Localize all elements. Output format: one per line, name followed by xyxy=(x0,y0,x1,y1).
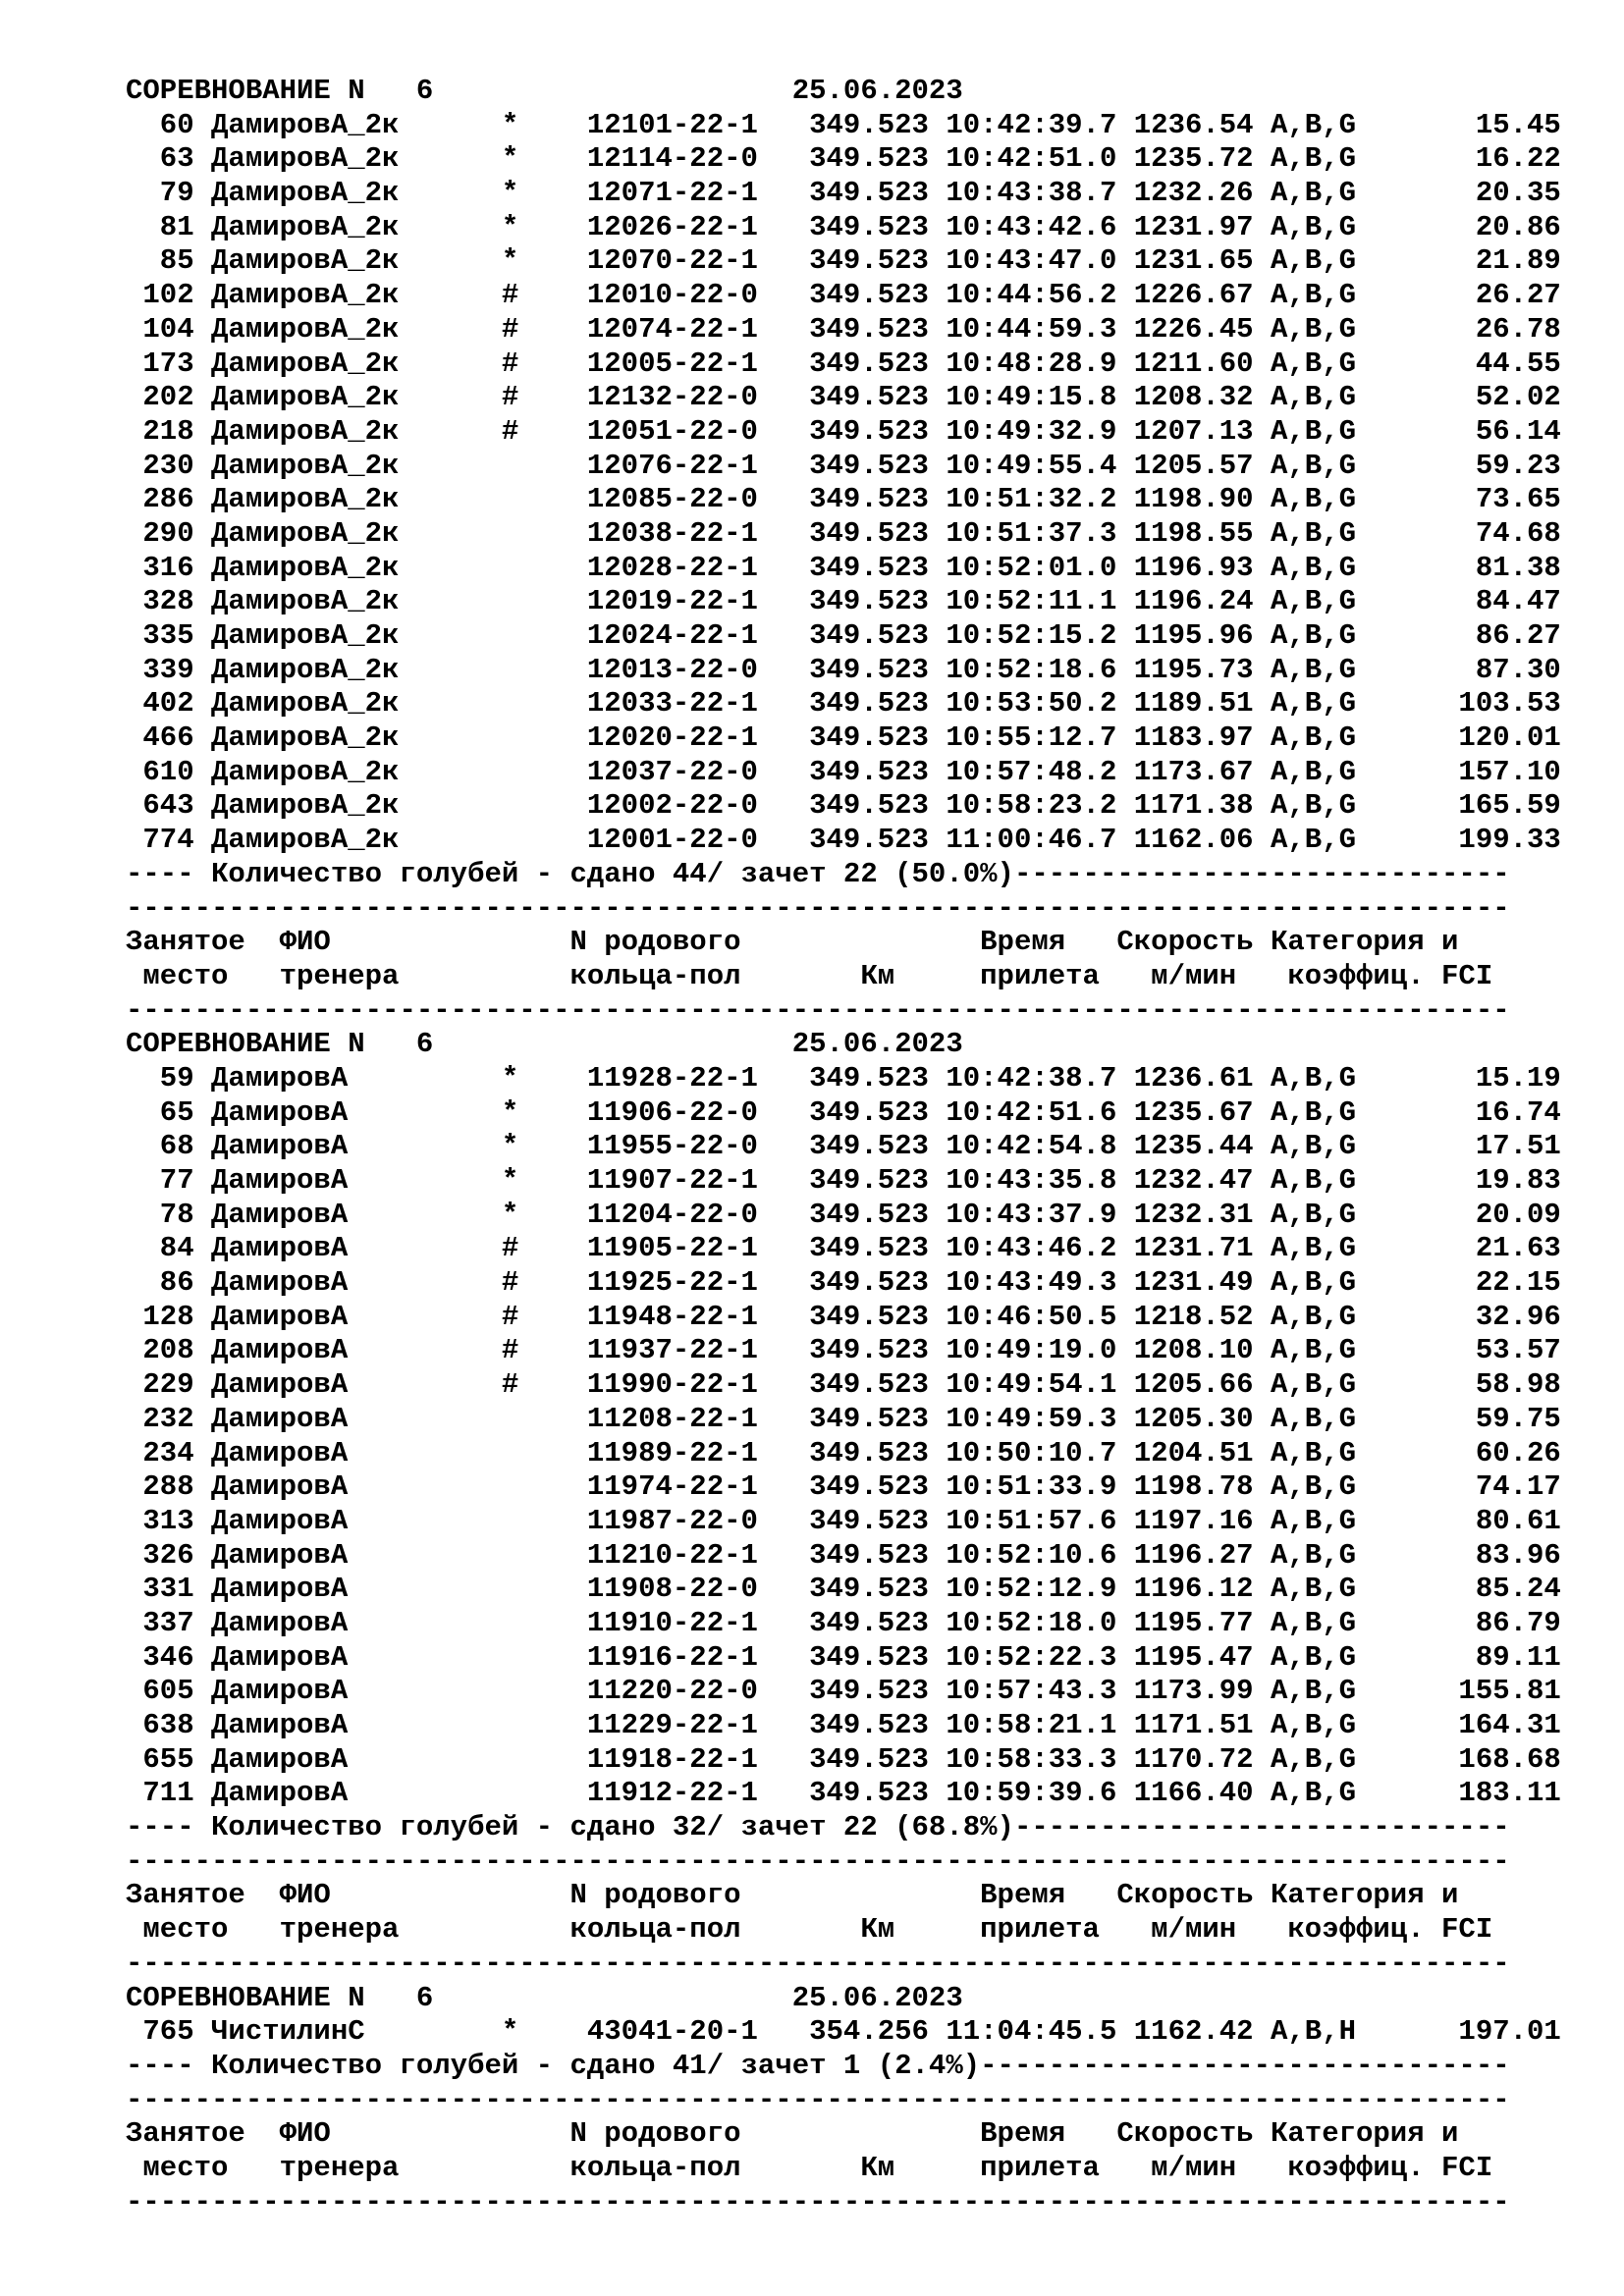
result-row: 229 ДамировА # 11990-22-1 349.523 10:49:54.1 1205.66 A,B,G 58.98 xyxy=(126,1368,1561,1402)
result-row: 610 ДамировА_2к 12037-22-0 349.523 10:57:48.2 1173.67 A,B,G 157.10 xyxy=(126,755,1561,788)
result-row: 234 ДамировА 11989-22-1 349.523 10:50:10.7 1204.51 A,B,G 60.26 xyxy=(126,1436,1561,1469)
result-row: 316 ДамировА_2к 12028-22-1 349.523 10:52:01.0 1196.93 A,B,G 81.38 xyxy=(126,551,1561,584)
summary-line: ---- Количество голубей - сдано 44/ зачет 22 (50.0%)----------------------------- xyxy=(126,857,1510,890)
column-header: Занятое ФИО N родового Время Скорость Категория и xyxy=(126,2117,1459,2151)
result-row: 79 ДамировА_2к * 12071-22-1 349.523 10:43:38.7 1232.26 A,B,G 20.35 xyxy=(126,177,1561,210)
result-row: 65 ДамировА * 11906-22-0 349.523 10:42:51.6 1235.67 A,B,G 16.74 xyxy=(126,1095,1561,1129)
summary-line: ---- Количество голубей - сдано 32/ зачет 22 (68.8%)----------------------------- xyxy=(126,1811,1510,1844)
separator-line: --------------------------------------------------------------------------------- xyxy=(126,2185,1510,2218)
result-row: 78 ДамировА * 11204-22-0 349.523 10:43:37.9 1232.31 A,B,G 20.09 xyxy=(126,1198,1561,1231)
separator-line: --------------------------------------------------------------------------------- xyxy=(126,1947,1510,1980)
result-row: 173 ДамировА_2к # 12005-22-1 349.523 10:48:28.9 1211.60 A,B,G 44.55 xyxy=(126,347,1561,380)
result-row: 286 ДамировА_2к 12085-22-0 349.523 10:51:32.2 1198.90 A,B,G 73.65 xyxy=(126,483,1561,516)
result-row: 81 ДамировА_2к * 12026-22-1 349.523 10:43:42.6 1231.97 A,B,G 20.86 xyxy=(126,210,1561,243)
result-row: 232 ДамировА 11208-22-1 349.523 10:49:59.3 1205.30 A,B,G 59.75 xyxy=(126,1402,1561,1435)
result-row: 208 ДамировА # 11937-22-1 349.523 10:49:19.0 1208.10 A,B,G 53.57 xyxy=(126,1334,1561,1367)
column-header: место тренера кольца-пол Км прилета м/мин коэффиц. FCI xyxy=(126,2151,1493,2184)
result-row: 774 ДамировА_2к 12001-22-0 349.523 11:00:46.7 1162.06 A,B,G 199.33 xyxy=(126,824,1561,857)
result-row: 313 ДамировА 11987-22-0 349.523 10:51:57.6 1197.16 A,B,G 80.61 xyxy=(126,1504,1561,1537)
result-row: 59 ДамировА * 11928-22-1 349.523 10:42:38.7 1236.61 A,B,G 15.19 xyxy=(126,1061,1561,1095)
result-row: 765 ЧистилинС * 43041-20-1 354.256 11:04:45.5 1162.42 A,B,H 197.01 xyxy=(126,2015,1561,2049)
separator-line: --------------------------------------------------------------------------------- xyxy=(126,1844,1510,1878)
result-row: 335 ДамировА_2к 12024-22-1 349.523 10:52:15.2 1195.96 A,B,G 86.27 xyxy=(126,619,1561,652)
column-header: Занятое ФИО N родового Время Скорость Категория и xyxy=(126,926,1459,959)
result-row: 230 ДамировА_2к 12076-22-1 349.523 10:49:55.4 1205.57 A,B,G 59.23 xyxy=(126,449,1561,482)
result-row: 84 ДамировА # 11905-22-1 349.523 10:43:46.2 1231.71 A,B,G 21.63 xyxy=(126,1232,1561,1265)
result-row: 68 ДамировА * 11955-22-0 349.523 10:42:54.8 1235.44 A,B,G 17.51 xyxy=(126,1130,1561,1163)
column-header: Занятое ФИО N родового Время Скорость Категория и xyxy=(126,1879,1459,1912)
result-row: 60 ДамировА_2к * 12101-22-1 349.523 10:42:39.7 1236.54 A,B,G 15.45 xyxy=(126,108,1561,141)
result-row: 328 ДамировА_2к 12019-22-1 349.523 10:52:11.1 1196.24 A,B,G 84.47 xyxy=(126,585,1561,618)
result-row: 346 ДамировА 11916-22-1 349.523 10:52:22.3 1195.47 A,B,G 89.11 xyxy=(126,1640,1561,1674)
result-row: 102 ДамировА_2к # 12010-22-0 349.523 10:44:56.2 1226.67 A,B,G 26.27 xyxy=(126,279,1561,312)
separator-line: --------------------------------------------------------------------------------- xyxy=(126,891,1510,925)
result-row: 77 ДамировА * 11907-22-1 349.523 10:43:35.8 1232.47 A,B,G 19.83 xyxy=(126,1164,1561,1197)
result-row: 104 ДамировА_2к # 12074-22-1 349.523 10:44:59.3 1226.45 A,B,G 26.78 xyxy=(126,312,1561,346)
result-row: 85 ДамировА_2к * 12070-22-1 349.523 10:43:47.0 1231.65 A,B,G 21.89 xyxy=(126,244,1561,278)
competition-header: СОРЕВНОВАНИЕ N 6 25.06.2023 xyxy=(126,75,963,107)
result-row: 63 ДамировА_2к * 12114-22-0 349.523 10:42:51.0 1235.72 A,B,G 16.22 xyxy=(126,142,1561,176)
result-row: 638 ДамировА 11229-22-1 349.523 10:58:21.1 1171.51 A,B,G 164.31 xyxy=(126,1709,1561,1741)
separator-line: --------------------------------------------------------------------------------- xyxy=(126,993,1510,1027)
result-row: 402 ДамировА_2к 12033-22-1 349.523 10:53:50.2 1189.51 A,B,G 103.53 xyxy=(126,687,1561,721)
result-row: 86 ДамировА # 11925-22-1 349.523 10:43:49.3 1231.49 A,B,G 22.15 xyxy=(126,1266,1561,1300)
result-row: 655 ДамировА 11918-22-1 349.523 10:58:33.3 1170.72 A,B,G 168.68 xyxy=(126,1742,1561,1776)
column-header: место тренера кольца-пол Км прилета м/мин коэффиц. FCI xyxy=(126,959,1493,992)
result-row: 337 ДамировА 11910-22-1 349.523 10:52:18.0 1195.77 A,B,G 86.79 xyxy=(126,1606,1561,1639)
result-row: 202 ДамировА_2к # 12132-22-0 349.523 10:49:15.8 1208.32 A,B,G 52.02 xyxy=(126,381,1561,414)
separator-line: --------------------------------------------------------------------------------- xyxy=(126,2083,1510,2116)
competition-header: СОРЕВНОВАНИЕ N 6 25.06.2023 xyxy=(126,1028,963,1061)
result-row: 711 ДамировА 11912-22-1 349.523 10:59:39.6 1166.40 A,B,G 183.11 xyxy=(126,1777,1561,1810)
result-row: 339 ДамировА_2к 12013-22-0 349.523 10:52:18.6 1195.73 A,B,G 87.30 xyxy=(126,653,1561,686)
result-row: 290 ДамировА_2к 12038-22-1 349.523 10:51:37.3 1198.55 A,B,G 74.68 xyxy=(126,516,1561,550)
result-row: 466 ДамировА_2к 12020-22-1 349.523 10:55:12.7 1183.97 A,B,G 120.01 xyxy=(126,721,1561,755)
column-header: место тренера кольца-пол Км прилета м/мин коэффиц. FCI xyxy=(126,1913,1493,1947)
summary-line: ---- Количество голубей - сдано 41/ зачет 1 (2.4%)------------------------------- xyxy=(126,2049,1510,2082)
result-row: 605 ДамировА 11220-22-0 349.523 10:57:43.3 1173.99 A,B,G 155.81 xyxy=(126,1675,1561,1708)
result-row: 326 ДамировА 11210-22-1 349.523 10:52:10.6 1196.27 A,B,G 83.96 xyxy=(126,1538,1561,1572)
result-row: 218 ДамировА_2к # 12051-22-0 349.523 10:49:32.9 1207.13 A,B,G 56.14 xyxy=(126,414,1561,448)
result-row: 288 ДамировА 11974-22-1 349.523 10:51:33.9 1198.78 A,B,G 74.17 xyxy=(126,1470,1561,1504)
result-row: 331 ДамировА 11908-22-0 349.523 10:52:12.9 1196.12 A,B,G 85.24 xyxy=(126,1573,1561,1606)
result-row: 128 ДамировА # 11948-22-1 349.523 10:46:50.5 1218.52 A,B,G 32.96 xyxy=(126,1300,1561,1333)
result-row: 643 ДамировА_2к 12002-22-0 349.523 10:58:23.2 1171.38 A,B,G 165.59 xyxy=(126,789,1561,823)
competition-header: СОРЕВНОВАНИЕ N 6 25.06.2023 xyxy=(126,1981,963,2014)
results-printout xyxy=(126,75,1598,2219)
